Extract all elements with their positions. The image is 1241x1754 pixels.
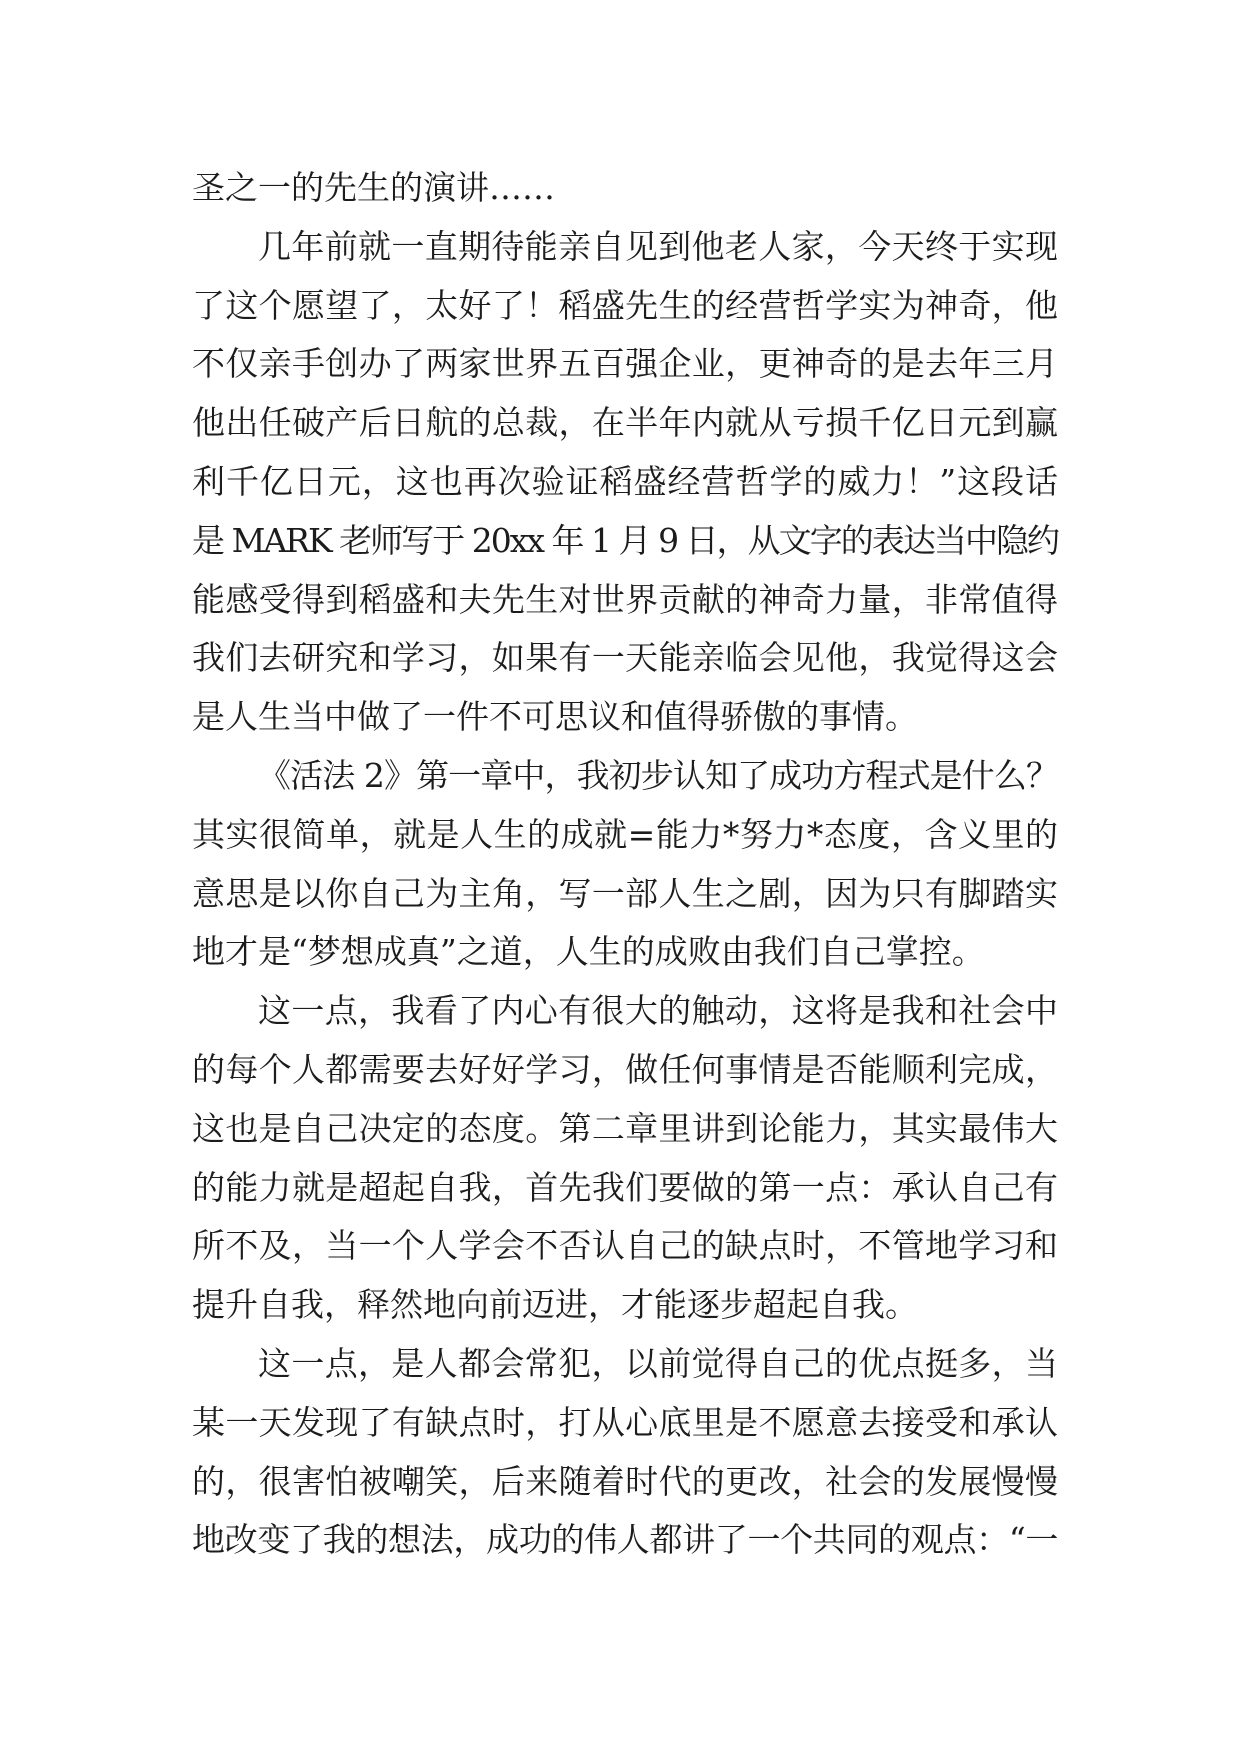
document-body [192,159,1058,1570]
paragraph [192,982,1058,1335]
text-line: 几年前就一直期待能亲自见到他老人家，今天终于实现 [258,226,1058,266]
text-line: 利千亿日元，这也再次验证稻盛经营哲学的威力！”这段话 [192,461,1058,501]
paragraph [192,218,1058,747]
text-line: 了这个愿望了，太好了！稻盛先生的经营哲学实为神奇，他 [192,285,1058,325]
text-line: 是 MARK 老师写于 20xx 年 1 月 9 日，从文字的表达当中隐约 [192,520,1058,560]
paragraph [192,1335,1058,1570]
text-line: 这也是自己决定的态度。第二章里讲到论能力，其实最伟大 [192,1108,1058,1148]
paragraph-continued [192,159,1058,218]
text-line: 能感受得到稻盛和夫先生对世界贡献的神奇力量，非常值得 [192,579,1058,619]
text-line: 地才是“梦想成真”之道，人生的成败由我们自己掌控。 [192,932,985,972]
text-line: 我们去研究和学习，如果有一天能亲临会见他，我觉得这会 [192,638,1058,678]
text-line: 意思是以你自己为主角，写一部人生之剧，因为只有脚踏实 [192,873,1058,913]
text-line: 所不及，当一个人学会不否认自己的缺点时，不管地学习和 [192,1226,1058,1266]
text-line: 提升自我，释然地向前迈进，才能逐步超起自我。 [192,1285,918,1325]
text-line: 圣之一的先生的演讲…… [192,168,555,207]
text-line: 其实很简单，就是人生的成就=能力*努力*态度，含义里的 [192,814,1058,854]
text-line: 的能力就是超起自我，首先我们要做的第一点：承认自己有 [192,1167,1058,1207]
text-line: 是人生当中做了一件不可思议和值得骄傲的事情。 [192,697,918,737]
text-line: 的，很害怕被嘲笑，后来随着时代的更改，社会的发展慢慢 [192,1461,1058,1501]
text-line: 这一点，我看了内心有很大的触动，这将是我和社会中 [258,991,1058,1031]
text-line: 这一点，是人都会常犯，以前觉得自己的优点挺多，当 [258,1343,1058,1383]
text-line: 他出任破产后日航的总裁，在半年内就从亏损千亿日元到赢 [192,403,1058,443]
text-line: 不仅亲手创办了两家世界五百强企业，更神奇的是去年三月 [192,344,1058,384]
text-line: 的每个人都需要去好好学习，做任何事情是否能顺利完成， [192,1049,1058,1089]
text-line: 地改变了我的想法，成功的伟人都讲了一个共同的观点：“一 [192,1520,1058,1560]
text-line: 《活法 2》第一章中，我初步认知了成功方程式是什么？ [258,755,1058,795]
paragraph [192,747,1058,982]
text-line: 某一天发现了有缺点时，打从心底里是不愿意去接受和承认 [192,1402,1058,1442]
